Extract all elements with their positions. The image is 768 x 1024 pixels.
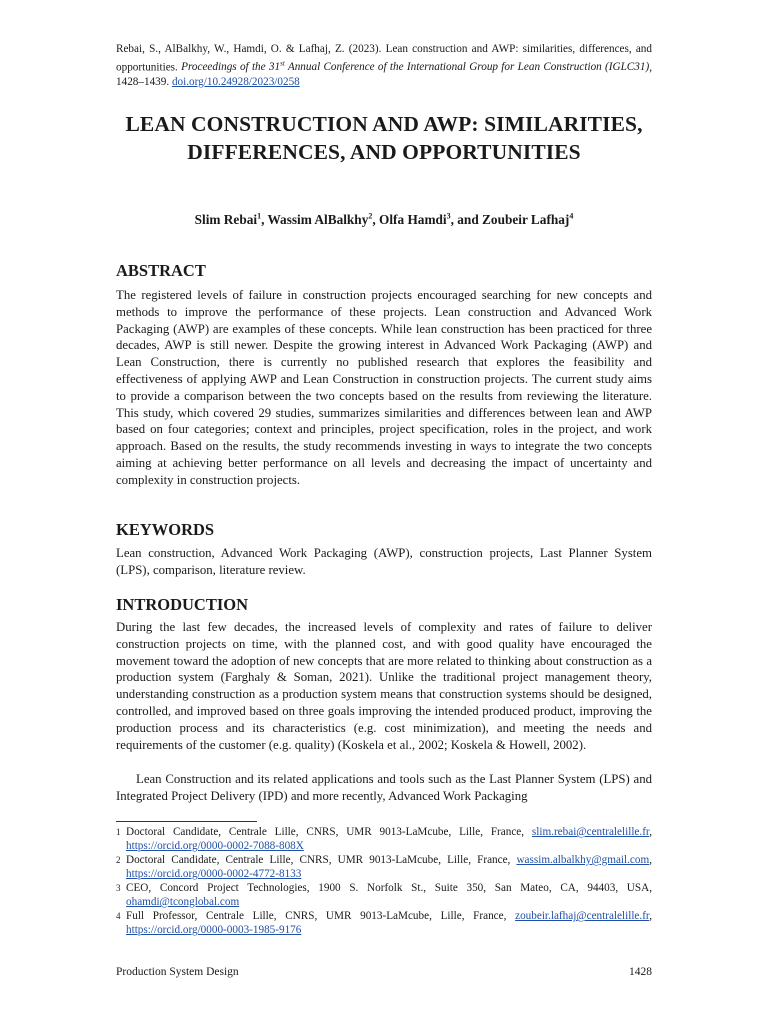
email-link[interactable]: slim.rebai@centralelille.fr [531,826,650,838]
introduction-heading: INTRODUCTION [116,595,249,614]
introduction-paragraph-2: Lean Construction and its related applications and tools such as the Last Planner System (LPS) and Integrated Project Delivery (IPD) and more recently, Advanced Work Packaging [116,772,652,803]
keywords-heading: KEYWORDS [116,520,215,539]
orcid-link[interactable]: https://orcid.org/0000-0002-4772-8133 [126,868,302,880]
footnote-divider [116,821,257,822]
author-list [116,212,652,228]
footnote-4: 4 Full Professor, Centrale Lille, CNRS, UMR 9013-LaMcube, Lille, France, zoubeir.lafhaj@centralelille.fr, https://orcid.org/0000-0003-1985-9176 [116,910,652,936]
orcid-link[interactable]: https://orcid.org/0000-0003-1985-9176 [126,924,302,936]
footnote-3: 3 CEO, Concord Project Technologies, 1900 S. Norfolk St., Suite 350, San Mateo, CA, 94403, USA, ohamdi@tconglobal.com [116,882,652,908]
paper-title: LEAN CONSTRUCTION AND AWP: SIMILARITIES, DIFFERENCES, AND OPPORTUNITIES [125,112,643,164]
citation-header [116,42,652,90]
email-link[interactable]: ohamdi@tconglobal.com [126,896,240,908]
page-footer [116,966,652,978]
email-link[interactable]: wassim.albalkhy@gmail.com [516,854,650,866]
footnote-2: 2 Doctoral Candidate, Centrale Lille, CNRS, UMR 9013-LaMcube, Lille, France, wassim.albalkhy@gmail.com, https://orcid.org/0000-0002-4772-8133 [116,854,652,880]
email-link[interactable]: zoubeir.lafhaj@centralelille.fr [515,910,650,922]
author: Slim Rebai$^1$, [194,212,268,228]
doi-link[interactable]: doi.org/10.24928/2023/0258 [171,75,300,88]
citation-venue: Proceedings of the 31st Annual Conference of the International Group for Lean Construction (IGLC31) [181,59,650,74]
abstract-text: The registered levels of failure in construction projects encouraged searching for new concepts and methods to improve the performance of these projects. Lean construction and Advanced Work Packaging (AWP) are examples of these concepts. While lean construction has been practiced for three decades, AWP is still newer. Despite the growing interest in Advanced Work Packaging (AWP) and Lean Construction, there is currently no published research that explores the feasibility and effectiveness of applying AWP and Lean Construction in construction projects. The current study aims to provide a comparison between the two concepts based on the results from reviewing the literature. This study, which covered 29 studies, summarizes similarities and differences between lean and AWP based on four categories; context and principles, project specification, roles in the project, and work approach. Based on the results, the study recommends investing in ways to integrate the two concepts aiming at achieving better performance on all levels and decreasing the impact of uncertainty and complexity in construction projects. [116,288,652,487]
footnote-1: 1 Doctoral Candidate, Centrale Lille, CNRS, UMR 9013-LaMcube, Lille, France, slim.rebai@centralelille.fr, https://orcid.org/0000-0002-7088-808X [116,826,652,852]
orcid-link[interactable]: https://orcid.org/0000-0002-7088-808X [126,840,304,852]
author: Olfa Hamdi$^3$, and [379,212,483,228]
author: Zoubeir Lafhaj$^4$ [482,212,574,228]
citation-pages: , 1428–1439. [116,61,652,88]
author: Wassim AlBalkhy$^2$, [267,212,380,228]
keywords-text: Lean construction, Advanced Work Packaging (AWP), construction projects, Last Planner System (LPS), comparison, literature review. [116,546,652,577]
footer-section-label: Production System Design [116,966,239,978]
citation-text: Rebai, S., AlBalkhy, W., Hamdi, O. & Lafhaj, Z. (2023). Lean construction and AWP: similarities, differences, and opportunities. [116,43,652,74]
abstract-heading: ABSTRACT [116,261,206,280]
page-number: 1428 [629,966,652,978]
introduction-paragraph-1: During the last few decades, the increased levels of complexity and rates of failure to deliver construction projects on time, with the planned cost, and with good quality have encouraged the movement toward the adoption of new concepts that are more related to thinking about construction as a production system (Farghaly & Soman, 2021). Unlike the traditional project management theory, understanding construction as a production system means that construction systems should be designed, controlled, and improved based on three goals improving the intended produced product, improving the production process and its characteristics (e.g. cost minimization), and meeting the needs and requirements of the customer (e.g. quality) (Koskela et al., 2002; Koskela & Howell, 2002). [116,620,652,752]
